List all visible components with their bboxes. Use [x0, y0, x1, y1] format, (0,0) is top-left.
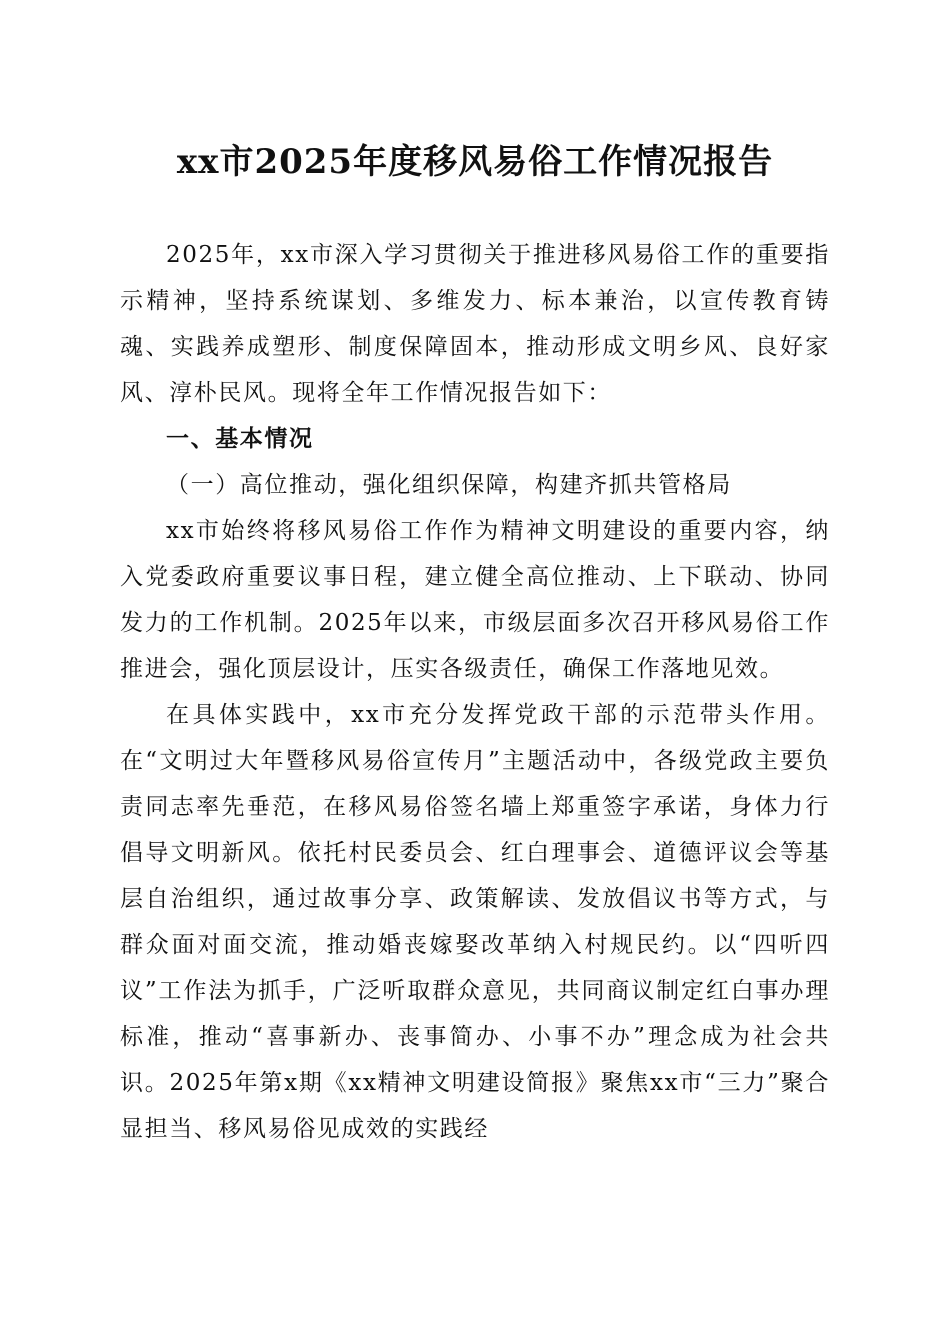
- body-paragraph-2: 在具体实践中，xx市充分发挥党政干部的示范带头作用。在“文明过大年暨移风易俗宣传月”主题活动中，各级党政主要负责同志率先垂范，在移风易俗签名墙上郑重签字承诺，身体力行倡导文明新风。依托村民委员会、红白理事会、道德评议会等基层自治组织，通过故事分享、政策解读、发放倡议书等方式，与群众面对面交流，推动婚丧嫁娶改革纳入村规民约。以“四听四议”工作法为抓手，广泛听取群众意见，共同商议制定红白事办理标准，推动“喜事新办、丧事简办、小事不办”理念成为社会共识。2025年第x期《xx精神文明建设简报》聚焦xx市“三力”聚合显担当、移风易俗见成效的实践经: [120, 702, 830, 1142]
- intro-paragraph: 2025年，xx市深入学习贯彻关于推进移风易俗工作的重要指示精神，坚持系统谋划、多维发力、标本兼治，以宣传教育铸魂、实践养成塑形、制度保障固本，推动形成文明乡风、良好家风、淳朴民风。现将全年工作情况报告如下：: [120, 242, 830, 406]
- subsection-heading: （一）高位推动，强化组织保障，构建齐抓共管格局: [166, 472, 732, 498]
- section-heading: 一、基本情况: [166, 426, 314, 452]
- body-paragraph-1: xx市始终将移风易俗工作作为精神文明建设的重要内容，纳入党委政府重要议事日程，建立健全高位推动、上下联动、协同发力的工作机制。2025年以来，市级层面多次召开移风易俗工作推进会，强化顶层设计，压实各级责任，确保工作落地见效。: [120, 518, 830, 682]
- document-body: [120, 232, 830, 1152]
- document-title: xx市2025年度移风易俗工作情况报告: [176, 142, 774, 182]
